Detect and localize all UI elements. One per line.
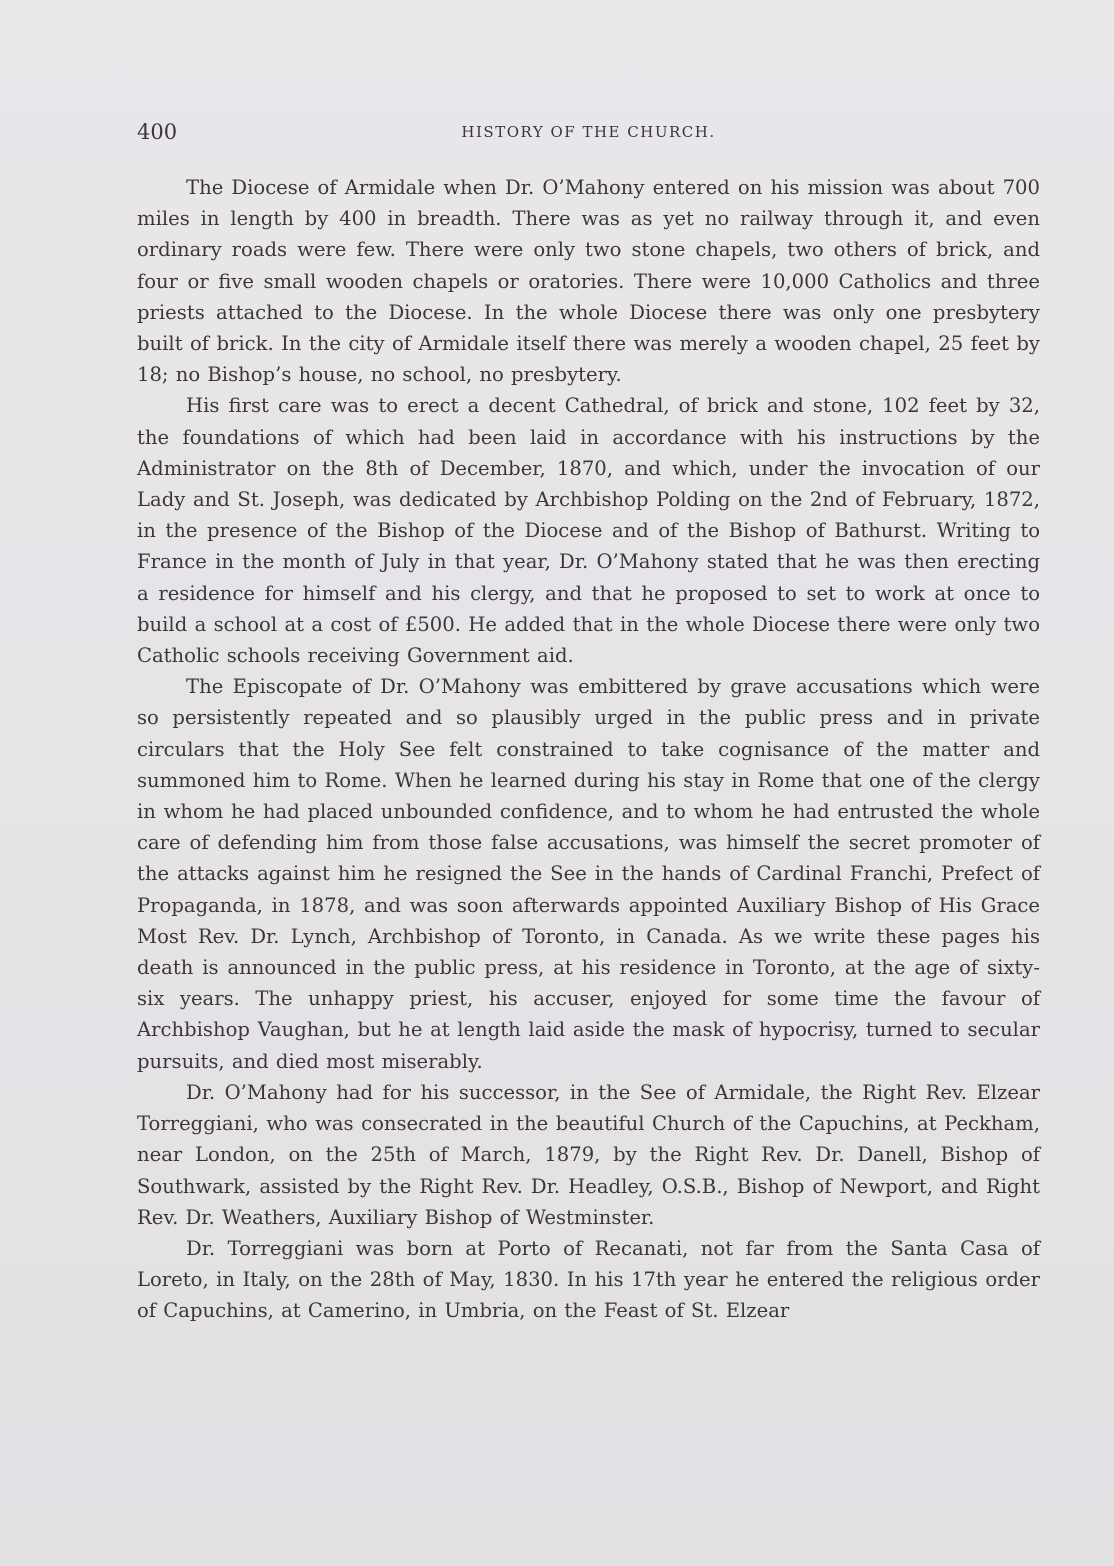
paragraph-3: The Episcopate of Dr. O’Mahony was embittered by grave accusations which were so persistently repeated and so plausibly urged in the public press and in private circulars that the Holy See felt constrained to take cognisance of the matter and summoned him to Rome. When he learned during his stay in Rome that one of the clergy in whom he had placed unbounded confidence, and to whom he had entrusted the whole care of defending him from those false accusations, was himself the secret promoter of the attacks against him he resigned the See in the hands of Cardinal Franchi, Prefect of Propaganda, in 1878, and was soon afterwards appointed Auxiliary Bishop of His Grace Most Rev. Dr. Lynch, Archbishop of Toronto, in Canada. As we write these pages his death is announced in the public press, at his residence in Toronto, at the age of sixty-six years. The unhappy priest, his accuser, enjoyed for some time the favour of Archbishop Vaughan, but he at length laid aside the mask of hypocrisy, turned to secular pursuits, and died most miserably. — [137, 675, 1040, 1073]
paragraph-4: Dr. O’Mahony had for his successor, in the See of Armidale, the Right Rev. Elzear Torreggiani, who was consecrated in the beautiful Church of the Capuchins, at Peckham, near London, on the 25th of March, 1879, by the Right Rev. Dr. Danell, Bishop of Southwark, assisted by the Right Rev. Dr. Headley, O.S.B., Bishop of Newport, and Right Rev. Dr. Weathers, Auxiliary Bishop of Westminster. — [137, 1080, 1040, 1229]
paragraph-1: The Diocese of Armidale when Dr. O’Mahony entered on his mission was about 700 miles in length by 400 in breadth. There was as yet no railway through it, and even ordinary roads were few. There were only two stone chapels, two others of brick, and four or five small wooden chapels or oratories. There were 10,000 Catholics and three priests attached to the Diocese. In the whole Diocese there was only one presbytery built of brick. In the city of Armidale itself there was merely a wooden chapel, 25 feet by 18; no Bishop’s house, no school, no presbytery. — [137, 176, 1040, 387]
running-title: HISTORY OF THE CHURCH. — [461, 123, 716, 141]
paragraph-5: Dr. Torreggiani was born at Porto of Recanati, not far from the Santa Casa of Loreto, in Italy, on the 28th of May, 1830. In his 17th year he entered the religious order of Capuchins, at Camerino, in Umbria, on the Feast of St. Elzear — [137, 1236, 1040, 1323]
page-number: 400 — [137, 120, 178, 144]
body-text — [137, 172, 1040, 1327]
paragraph-2: His first care was to erect a decent Cathedral, of brick and stone, 102 feet by 32, the foundations of which had been laid in accordance with his instructions by the Administrator on the 8th of December, 1870, and which, under the invocation of our Lady and St. Joseph, was dedicated by Archbishop Polding on the 2nd of February, 1872, in the presence of the Bishop of the Diocese and of the Bishop of Bathurst. Writing to France in the month of July in that year, Dr. O’Mahony stated that he was then erecting a residence for himself and his clergy, and that he proposed to set to work at once to build a school at a cost of £500. He added that in the whole Diocese there were only two Catholic schools receiving Government aid. — [137, 394, 1040, 668]
page-header — [137, 120, 1040, 148]
